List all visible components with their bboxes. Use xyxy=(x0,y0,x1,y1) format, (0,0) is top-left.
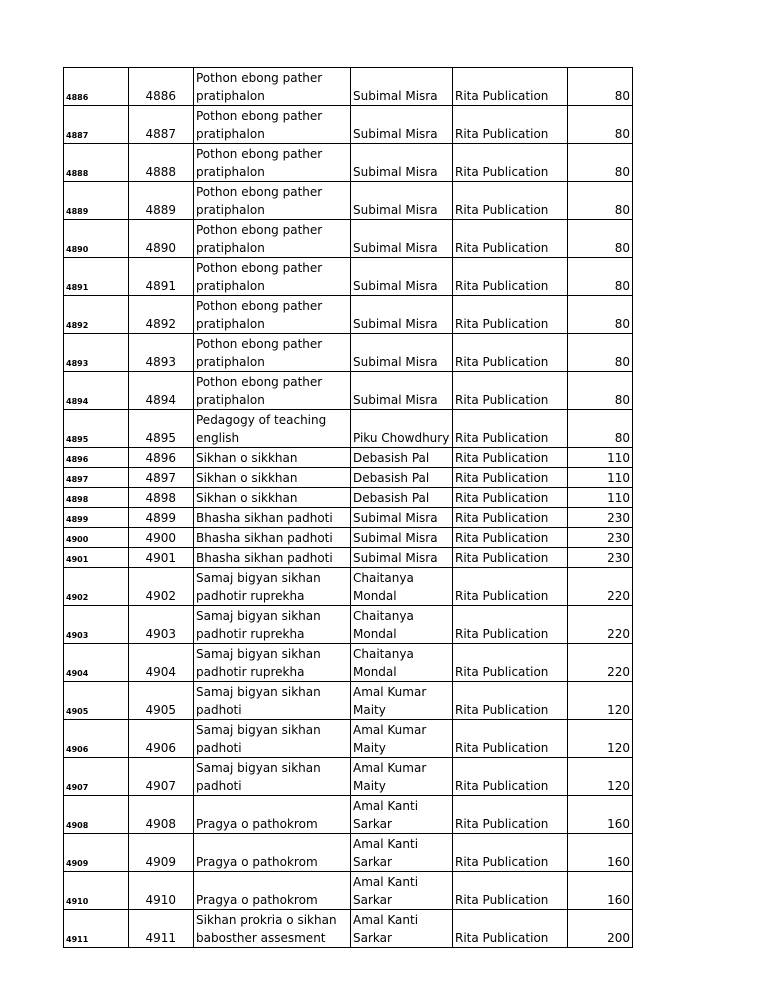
serial-cell: 4910 xyxy=(64,872,129,910)
title-cell: Pothon ebong pather pratiphalon xyxy=(194,334,351,372)
publisher-cell: Rita Publication xyxy=(453,606,568,644)
author-cell: Piku Chowdhury xyxy=(351,410,453,448)
price-cell: 160 xyxy=(568,872,633,910)
serial-cell: 4902 xyxy=(64,568,129,606)
publisher-cell: Rita Publication xyxy=(453,296,568,334)
table-row xyxy=(64,182,633,220)
author-cell: Subimal Misra xyxy=(351,220,453,258)
price-cell: 80 xyxy=(568,334,633,372)
accession-cell: 4895 xyxy=(129,410,194,448)
serial-cell: 4888 xyxy=(64,144,129,182)
author-cell: Subimal Misra xyxy=(351,106,453,144)
table-row xyxy=(64,448,633,468)
publisher-cell: Rita Publication xyxy=(453,508,568,528)
publisher-cell: Rita Publication xyxy=(453,144,568,182)
accession-cell: 4908 xyxy=(129,796,194,834)
author-cell: Subimal Misra xyxy=(351,508,453,528)
serial-cell: 4900 xyxy=(64,528,129,548)
publisher-cell: Rita Publication xyxy=(453,682,568,720)
serial-cell: 4898 xyxy=(64,488,129,508)
publisher-cell: Rita Publication xyxy=(453,758,568,796)
accession-cell: 4898 xyxy=(129,488,194,508)
title-cell: Bhasha sikhan padhoti xyxy=(194,528,351,548)
price-cell: 80 xyxy=(568,106,633,144)
accession-cell: 4887 xyxy=(129,106,194,144)
serial-cell: 4897 xyxy=(64,468,129,488)
publisher-cell: Rita Publication xyxy=(453,334,568,372)
publisher-cell: Rita Publication xyxy=(453,488,568,508)
author-cell: Subimal Misra xyxy=(351,182,453,220)
publisher-cell: Rita Publication xyxy=(453,410,568,448)
table-row xyxy=(64,720,633,758)
publisher-cell: Rita Publication xyxy=(453,910,568,948)
serial-cell: 4904 xyxy=(64,644,129,682)
publisher-cell: Rita Publication xyxy=(453,106,568,144)
author-cell: Chaitanya Mondal xyxy=(351,568,453,606)
price-cell: 80 xyxy=(568,144,633,182)
accession-cell: 4889 xyxy=(129,182,194,220)
serial-cell: 4886 xyxy=(64,68,129,106)
accession-cell: 4902 xyxy=(129,568,194,606)
accession-cell: 4890 xyxy=(129,220,194,258)
publisher-cell: Rita Publication xyxy=(453,568,568,606)
author-cell: Subimal Misra xyxy=(351,144,453,182)
publisher-cell: Rita Publication xyxy=(453,448,568,468)
title-cell: Samaj bigyan sikhan padhoti xyxy=(194,682,351,720)
table-row xyxy=(64,334,633,372)
price-cell: 80 xyxy=(568,182,633,220)
table-row xyxy=(64,410,633,448)
price-cell: 80 xyxy=(568,68,633,106)
accession-cell: 4905 xyxy=(129,682,194,720)
title-cell: Pragya o pathokrom xyxy=(194,872,351,910)
publisher-cell: Rita Publication xyxy=(453,372,568,410)
title-cell: Pothon ebong pather pratiphalon xyxy=(194,258,351,296)
price-cell: 230 xyxy=(568,548,633,568)
accession-cell: 4911 xyxy=(129,910,194,948)
price-cell: 220 xyxy=(568,644,633,682)
serial-cell: 4889 xyxy=(64,182,129,220)
author-cell: Debasish Pal xyxy=(351,448,453,468)
accession-cell: 4909 xyxy=(129,834,194,872)
publisher-cell: Rita Publication xyxy=(453,68,568,106)
publisher-cell: Rita Publication xyxy=(453,220,568,258)
title-cell: Sikhan prokria o sikhan babosther assesment xyxy=(194,910,351,948)
accession-cell: 4899 xyxy=(129,508,194,528)
title-cell: Samaj bigyan sikhan padhotir ruprekha xyxy=(194,568,351,606)
publisher-cell: Rita Publication xyxy=(453,548,568,568)
table-row xyxy=(64,548,633,568)
author-cell: Subimal Misra xyxy=(351,258,453,296)
title-cell: Sikhan o sikkhan xyxy=(194,468,351,488)
table-row xyxy=(64,606,633,644)
table-row xyxy=(64,568,633,606)
table-body xyxy=(64,68,633,948)
table-row xyxy=(64,468,633,488)
title-cell: Samaj bigyan sikhan padhotir ruprekha xyxy=(194,644,351,682)
title-cell: Pragya o pathokrom xyxy=(194,796,351,834)
author-cell: Chaitanya Mondal xyxy=(351,606,453,644)
table-row xyxy=(64,220,633,258)
serial-cell: 4891 xyxy=(64,258,129,296)
author-cell: Subimal Misra xyxy=(351,528,453,548)
table-row xyxy=(64,372,633,410)
table-row xyxy=(64,528,633,548)
author-cell: Amal Kumar Maity xyxy=(351,682,453,720)
table-row xyxy=(64,758,633,796)
price-cell: 220 xyxy=(568,606,633,644)
price-cell: 80 xyxy=(568,410,633,448)
title-cell: Samaj bigyan sikhan padhoti xyxy=(194,720,351,758)
title-cell: Pothon ebong pather pratiphalon xyxy=(194,68,351,106)
title-cell: Sikhan o sikkhan xyxy=(194,448,351,468)
serial-cell: 4901 xyxy=(64,548,129,568)
price-cell: 220 xyxy=(568,568,633,606)
serial-cell: 4899 xyxy=(64,508,129,528)
author-cell: Chaitanya Mondal xyxy=(351,644,453,682)
price-cell: 80 xyxy=(568,372,633,410)
publisher-cell: Rita Publication xyxy=(453,182,568,220)
title-cell: Samaj bigyan sikhan padhoti xyxy=(194,758,351,796)
table-row xyxy=(64,508,633,528)
title-cell: Bhasha sikhan padhoti xyxy=(194,548,351,568)
accession-cell: 4896 xyxy=(129,448,194,468)
author-cell: Amal Kanti Sarkar xyxy=(351,910,453,948)
accession-cell: 4910 xyxy=(129,872,194,910)
title-cell: Samaj bigyan sikhan padhotir ruprekha xyxy=(194,606,351,644)
serial-cell: 4892 xyxy=(64,296,129,334)
serial-cell: 4911 xyxy=(64,910,129,948)
price-cell: 110 xyxy=(568,468,633,488)
table-row xyxy=(64,258,633,296)
publisher-cell: Rita Publication xyxy=(453,644,568,682)
title-cell: Pothon ebong pather pratiphalon xyxy=(194,182,351,220)
price-cell: 80 xyxy=(568,258,633,296)
accession-cell: 4907 xyxy=(129,758,194,796)
serial-cell: 4909 xyxy=(64,834,129,872)
table-row xyxy=(64,910,633,948)
table-row xyxy=(64,296,633,334)
accession-cell: 4891 xyxy=(129,258,194,296)
author-cell: Amal Kanti Sarkar xyxy=(351,872,453,910)
serial-cell: 4906 xyxy=(64,720,129,758)
accession-cell: 4886 xyxy=(129,68,194,106)
publisher-cell: Rita Publication xyxy=(453,258,568,296)
table-row xyxy=(64,68,633,106)
accession-cell: 4906 xyxy=(129,720,194,758)
author-cell: Subimal Misra xyxy=(351,548,453,568)
publisher-cell: Rita Publication xyxy=(453,720,568,758)
serial-cell: 4905 xyxy=(64,682,129,720)
accession-cell: 4901 xyxy=(129,548,194,568)
title-cell: Pedagogy of teaching english xyxy=(194,410,351,448)
table-row xyxy=(64,488,633,508)
author-cell: Debasish Pal xyxy=(351,468,453,488)
accession-cell: 4892 xyxy=(129,296,194,334)
price-cell: 120 xyxy=(568,682,633,720)
serial-cell: 4896 xyxy=(64,448,129,468)
price-cell: 120 xyxy=(568,758,633,796)
author-cell: Amal Kumar Maity xyxy=(351,758,453,796)
author-cell: Subimal Misra xyxy=(351,334,453,372)
author-cell: Subimal Misra xyxy=(351,68,453,106)
title-cell: Sikhan o sikkhan xyxy=(194,488,351,508)
title-cell: Bhasha sikhan padhoti xyxy=(194,508,351,528)
author-cell: Amal Kumar Maity xyxy=(351,720,453,758)
title-cell: Pothon ebong pather pratiphalon xyxy=(194,372,351,410)
price-cell: 80 xyxy=(568,296,633,334)
accession-cell: 4900 xyxy=(129,528,194,548)
serial-cell: 4903 xyxy=(64,606,129,644)
price-cell: 200 xyxy=(568,910,633,948)
publisher-cell: Rita Publication xyxy=(453,468,568,488)
title-cell: Pragya o pathokrom xyxy=(194,834,351,872)
serial-cell: 4908 xyxy=(64,796,129,834)
table-row xyxy=(64,144,633,182)
table-row xyxy=(64,682,633,720)
author-cell: Amal Kanti Sarkar xyxy=(351,796,453,834)
accession-cell: 4903 xyxy=(129,606,194,644)
book-register-table xyxy=(63,67,633,948)
accession-cell: 4894 xyxy=(129,372,194,410)
price-cell: 120 xyxy=(568,720,633,758)
publisher-cell: Rita Publication xyxy=(453,796,568,834)
title-cell: Pothon ebong pather pratiphalon xyxy=(194,296,351,334)
publisher-cell: Rita Publication xyxy=(453,528,568,548)
publisher-cell: Rita Publication xyxy=(453,872,568,910)
serial-cell: 4907 xyxy=(64,758,129,796)
table-row xyxy=(64,106,633,144)
serial-cell: 4894 xyxy=(64,372,129,410)
price-cell: 160 xyxy=(568,834,633,872)
accession-cell: 4888 xyxy=(129,144,194,182)
price-cell: 80 xyxy=(568,220,633,258)
title-cell: Pothon ebong pather pratiphalon xyxy=(194,106,351,144)
author-cell: Subimal Misra xyxy=(351,372,453,410)
author-cell: Amal Kanti Sarkar xyxy=(351,834,453,872)
price-cell: 160 xyxy=(568,796,633,834)
accession-cell: 4893 xyxy=(129,334,194,372)
table-row xyxy=(64,644,633,682)
price-cell: 230 xyxy=(568,508,633,528)
table-row xyxy=(64,872,633,910)
title-cell: Pothon ebong pather pratiphalon xyxy=(194,144,351,182)
price-cell: 110 xyxy=(568,488,633,508)
accession-cell: 4904 xyxy=(129,644,194,682)
serial-cell: 4895 xyxy=(64,410,129,448)
price-cell: 110 xyxy=(568,448,633,468)
publisher-cell: Rita Publication xyxy=(453,834,568,872)
title-cell: Pothon ebong pather pratiphalon xyxy=(194,220,351,258)
accession-cell: 4897 xyxy=(129,468,194,488)
table-row xyxy=(64,834,633,872)
price-cell: 230 xyxy=(568,528,633,548)
table-row xyxy=(64,796,633,834)
serial-cell: 4890 xyxy=(64,220,129,258)
serial-cell: 4887 xyxy=(64,106,129,144)
serial-cell: 4893 xyxy=(64,334,129,372)
author-cell: Subimal Misra xyxy=(351,296,453,334)
author-cell: Debasish Pal xyxy=(351,488,453,508)
